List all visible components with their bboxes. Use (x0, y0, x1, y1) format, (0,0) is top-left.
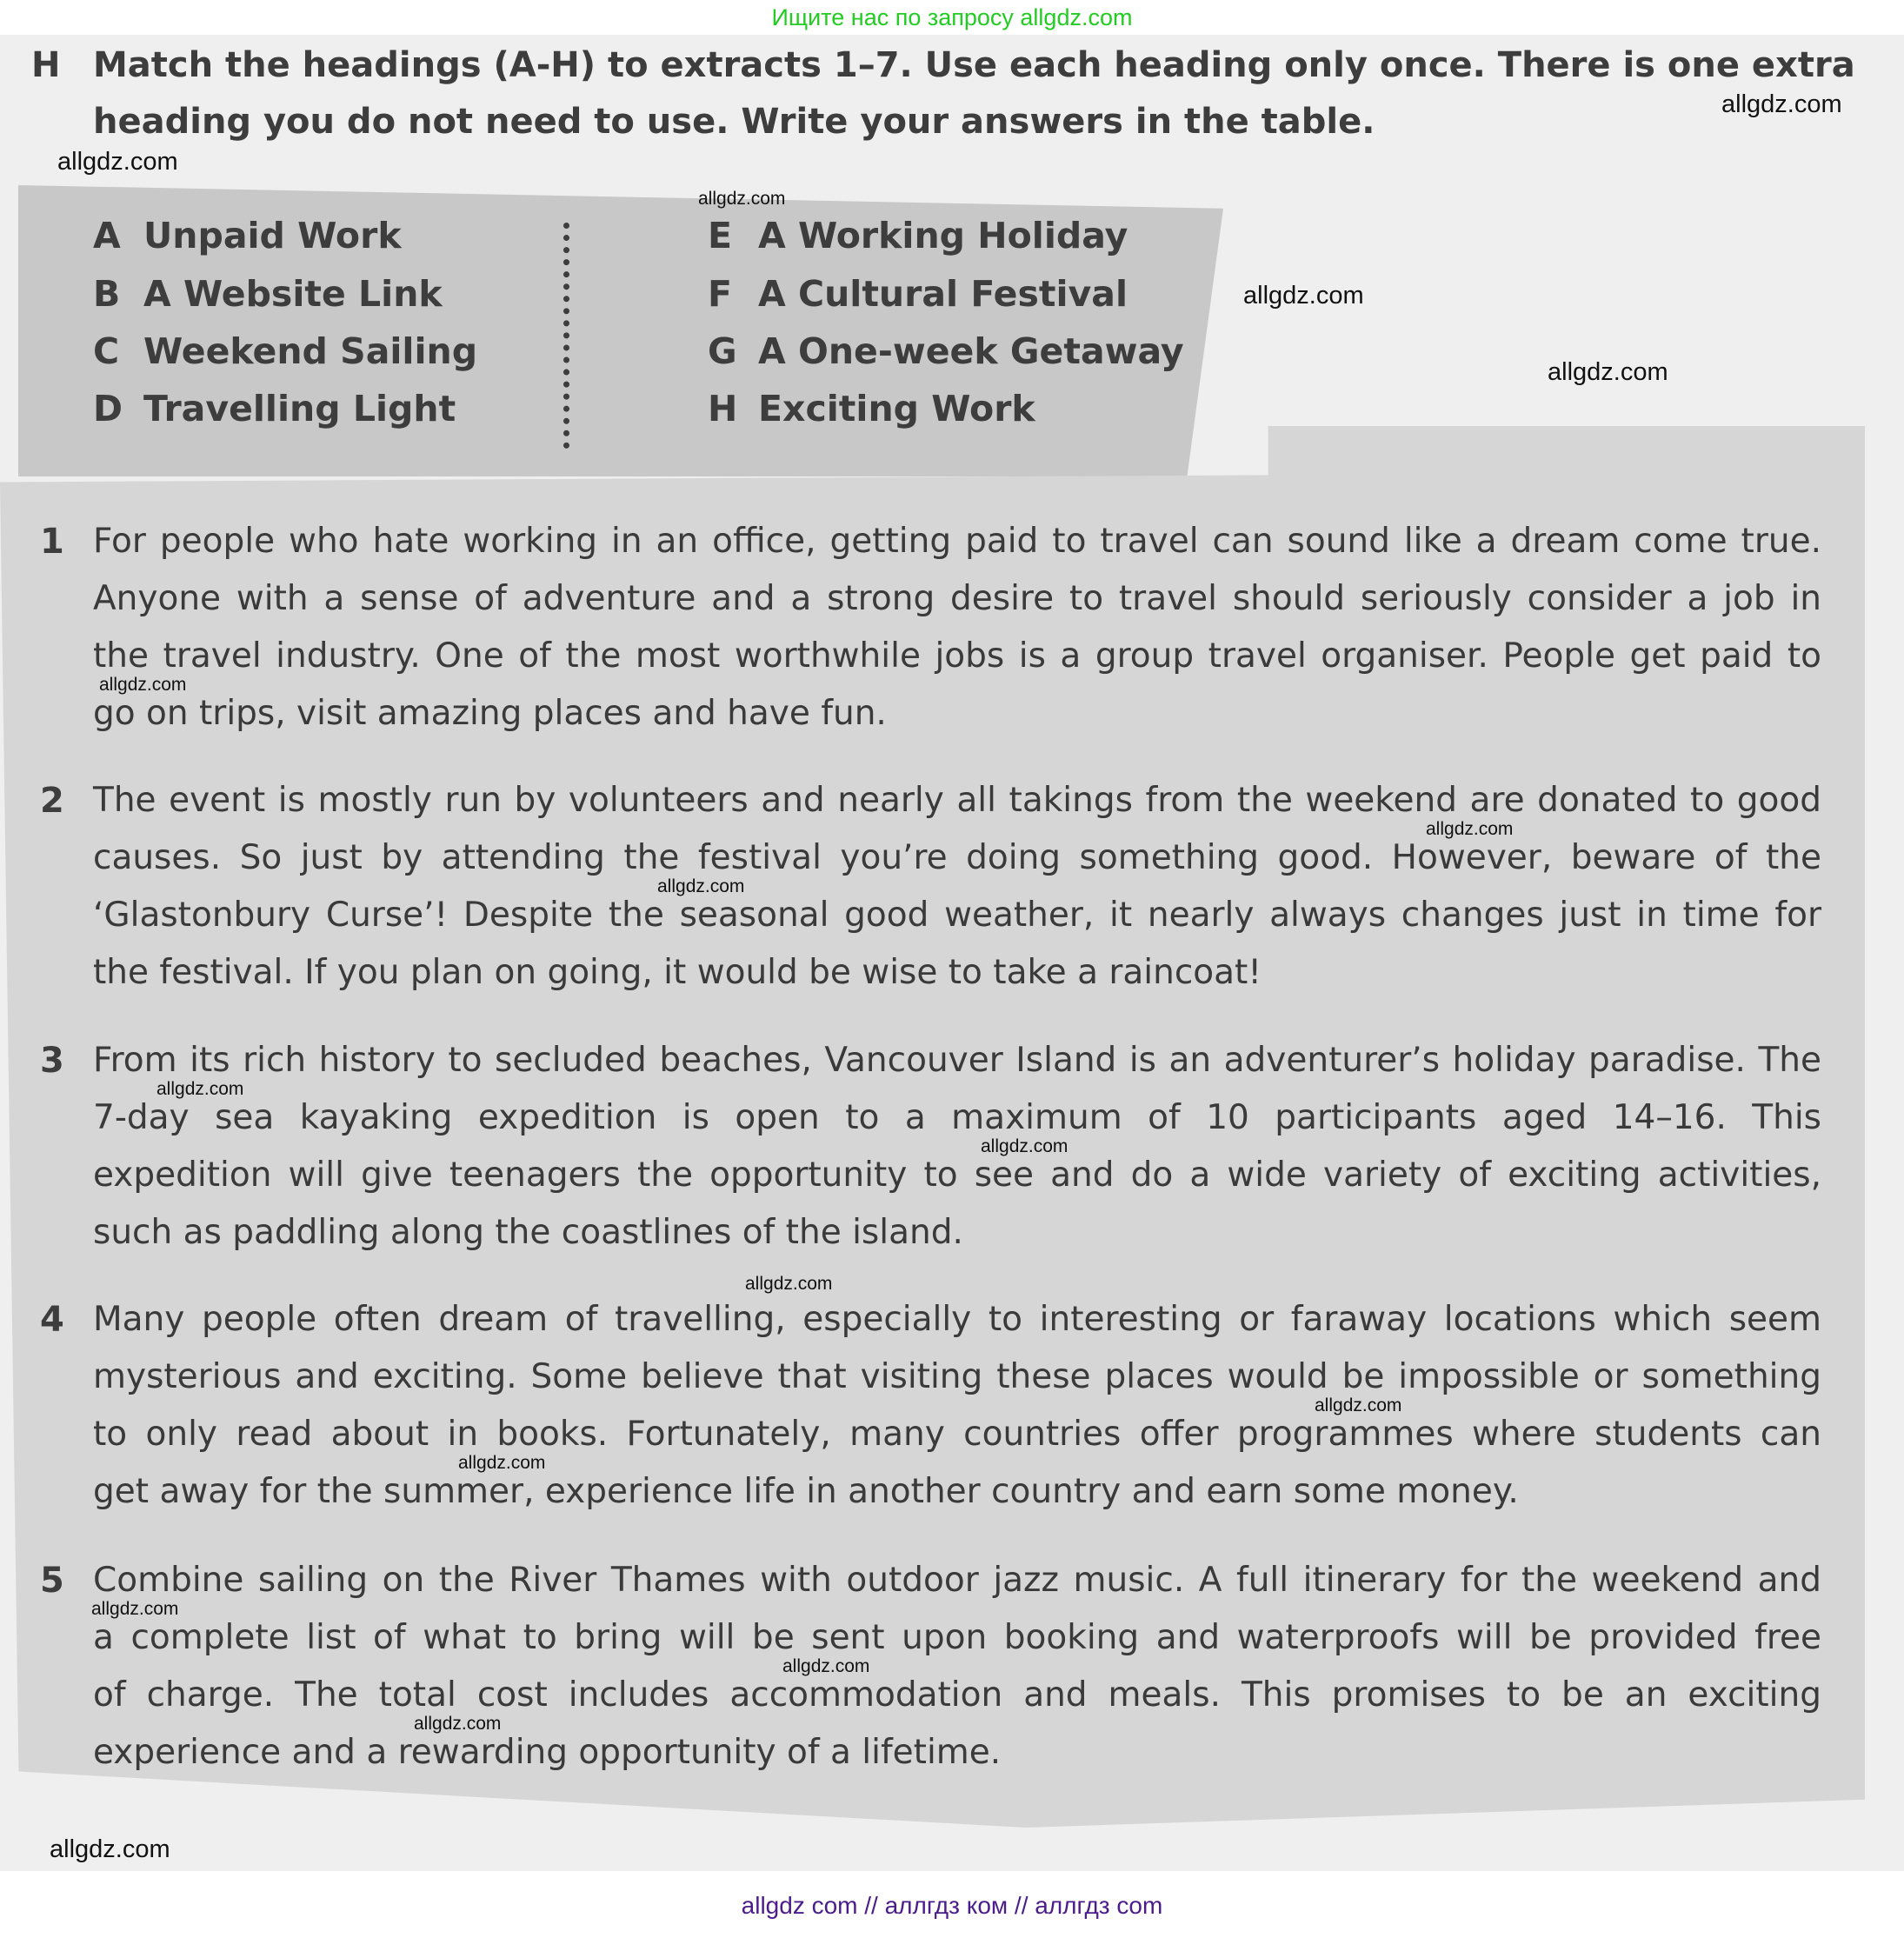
watermark: allgdz.com (745, 1274, 833, 1294)
heading-c (93, 331, 477, 371)
exercise-letter: H (31, 45, 61, 85)
watermark: allgdz.com (414, 1714, 502, 1734)
heading-h (708, 389, 1035, 429)
heading-a (93, 216, 402, 256)
heading-key: H (708, 388, 738, 430)
extract-5-line: Combine sailing on the River Thames with outdoor jazz music. A full itinerary for the weekend and (93, 1561, 1821, 1600)
heading-f (708, 274, 1128, 314)
extract-1-line: the travel industry. One of the most worthwhile jobs is a group travel organiser. People get paid to (93, 636, 1821, 676)
extract-2-line: the festival. If you plan on going, it would be wise to take a raincoat! (93, 953, 1262, 992)
extract-2-line: ‘Glastonbury Curse’! Despite the seasonal good weather, it nearly always changes just in time for (93, 896, 1821, 935)
extract-2-line: causes. So just by attending the festival you’re doing something good. However, beware of the (93, 838, 1821, 877)
instruction-line-1: Match the headings (A-H) to extracts 1–7. Use each heading only once. There is one extra (93, 45, 1855, 85)
extract-number: 4 (40, 1300, 64, 1340)
footer-watermark: allgdz com // аллгдз ком // аллгдз com (741, 1892, 1163, 1919)
extract-5-line: of charge. The total cost includes accommodation and meals. This promises to be an exciting (93, 1675, 1821, 1715)
heading-b (93, 274, 443, 314)
watermark: allgdz.com (458, 1453, 546, 1473)
extract-number: 1 (40, 522, 64, 562)
watermark: allgdz.com (156, 1079, 244, 1099)
extract-3-line: expedition will give teenagers the opportunity to see and do a wide variety of exciting activities, (93, 1155, 1821, 1195)
extract-5-line: a complete list of what to bring will be sent upon booking and waterproofs will be provided free (93, 1618, 1821, 1657)
extract-3-line: 7-day sea kayaking expedition is open to a maximum of 10 participants aged 14–16. This (93, 1098, 1821, 1137)
watermark: allgdz.com (657, 876, 745, 896)
extract-1-line: For people who hate working in an office, getting paid to travel can sound like a dream come true. (93, 522, 1821, 561)
heading-text: A Cultural Festival (758, 273, 1128, 315)
heading-key: A (93, 215, 121, 256)
heading-d (93, 389, 456, 429)
watermark: allgdz.com (1315, 1395, 1402, 1415)
extract-4-line: mysterious and exciting. Some believe that visiting these places would be impossible or something (93, 1357, 1821, 1396)
extract-1-line: go on trips, visit amazing places and have fun. (93, 694, 887, 733)
heading-key: G (708, 330, 737, 372)
heading-key: D (93, 388, 123, 430)
watermark: allgdz.com (57, 148, 178, 176)
heading-text: Travelling Light (143, 388, 456, 430)
heading-g (708, 331, 1184, 371)
extract-4-line: Many people often dream of travelling, especially to interesting or faraway locations which seem (93, 1300, 1821, 1339)
heading-key: E (708, 215, 733, 256)
watermark: allgdz.com (782, 1656, 870, 1676)
extract-number: 5 (40, 1561, 64, 1601)
instruction-line-2: heading you do not need to use. Write your answers in the table. (93, 102, 1375, 142)
watermark: allgdz.com (1426, 819, 1514, 839)
top-banner: Ищите нас по запросу allgdz.com (0, 0, 1904, 35)
heading-text: A Working Holiday (758, 215, 1128, 256)
watermark: allgdz.com (981, 1136, 1069, 1156)
dotted-divider (563, 223, 569, 449)
heading-text: A Website Link (143, 273, 443, 315)
heading-text: A One-week Getaway (758, 330, 1184, 372)
heading-key: C (93, 330, 120, 372)
watermark: allgdz.com (698, 189, 786, 209)
extract-3-line: From its rich history to secluded beaches, Vancouver Island is an adventurer’s holiday paradise. The (93, 1041, 1821, 1080)
watermark: allgdz.com (50, 1835, 170, 1863)
heading-text: Exciting Work (758, 388, 1035, 430)
extract-number: 3 (40, 1041, 64, 1081)
heading-e (708, 216, 1128, 256)
extract-2-line: The event is mostly run by volunteers and nearly all takings from the weekend are donated to good (93, 781, 1821, 820)
watermark: allgdz.com (99, 675, 187, 695)
extract-1-line: Anyone with a sense of adventure and a strong desire to travel should seriously consider a job in (93, 579, 1821, 618)
heading-text: Unpaid Work (143, 215, 402, 256)
extract-5-line: experience and a rewarding opportunity of a lifetime. (93, 1733, 1002, 1772)
heading-key: B (93, 273, 121, 315)
watermark: allgdz.com (1721, 90, 1842, 118)
watermark: allgdz.com (91, 1599, 179, 1619)
extract-4-line: get away for the summer, experience life in another country and earn some money. (93, 1472, 1519, 1511)
heading-key: F (708, 273, 733, 315)
extract-number: 2 (40, 781, 64, 821)
watermark: allgdz.com (1548, 358, 1668, 386)
extract-3-line: such as paddling along the coastlines of the island. (93, 1213, 963, 1252)
heading-text: Weekend Sailing (143, 330, 478, 372)
watermark: allgdz.com (1243, 282, 1364, 310)
extract-4-line: to only read about in books. Fortunately, many countries offer programmes where students can (93, 1415, 1821, 1454)
